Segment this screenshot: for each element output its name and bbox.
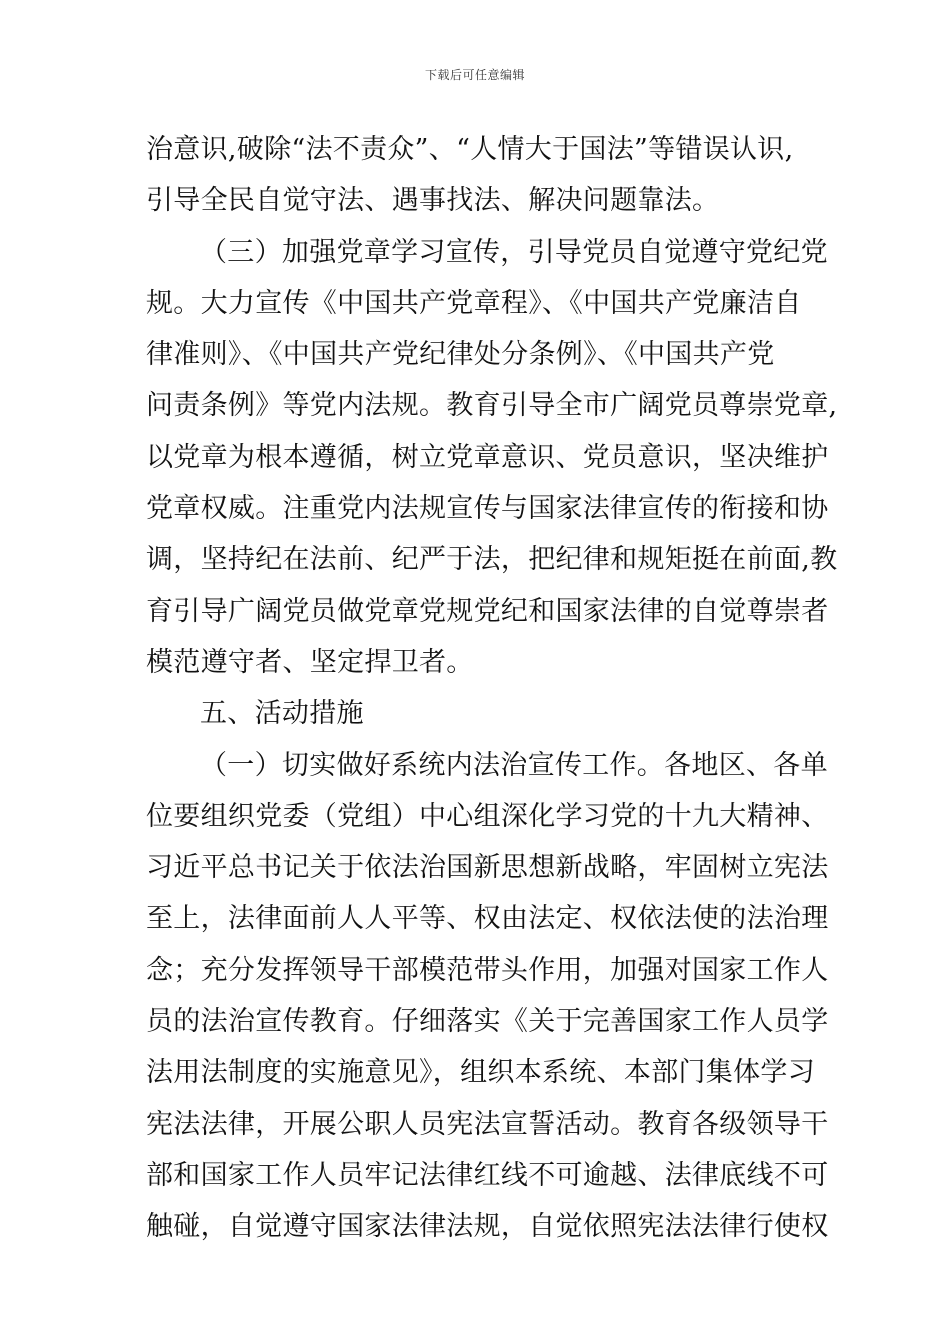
text-line: 触碰，自觉遵守国家法律法规，自觉依照宪法法律行使权 xyxy=(146,1211,829,1243)
page-header-note: 下载后可任意编辑 xyxy=(424,68,525,82)
paragraph-start-line: （一）切实做好系统内法治宣传工作。各地区、各单 xyxy=(200,749,828,781)
text-line: 至上，法律面前人人平等、权由法定、权依法使的法治理 xyxy=(146,903,829,935)
text-line: 习近平总书记关于依法治国新思想新战略，牢固树立宪法 xyxy=(146,852,829,884)
text-line: 规。大力宣传《中国共产党章程》、《中国共产党廉洁自 xyxy=(146,287,802,319)
text-line: 党章权威。注重党内法规宣传与国家法律宣传的衔接和协 xyxy=(146,493,829,525)
text-line: 律准则》、《中国共产党纪律处分条例》、《中国共产党 xyxy=(146,339,775,371)
text-line: 治意识,破除“法不责众”、“人情大于国法”等错误认识, xyxy=(146,134,794,165)
text-line: 调，坚持纪在法前、纪严于法，把纪律和规矩挺在前面,教 xyxy=(146,544,838,576)
paragraph-start-line: （三）加强党章学习宣传，引导党员自觉遵守党纪党 xyxy=(200,236,828,268)
document-body xyxy=(146,124,838,1253)
text-line: 问责条例》等党内法规。教育引导全市广阔党员尊崇党章, xyxy=(146,390,838,422)
section-heading: 五、活动措施 xyxy=(200,698,364,730)
text-line: 育引导广阔党员做党章党规党纪和国家法律的自觉尊崇者 xyxy=(146,595,829,627)
text-line: 念；充分发挥领导干部模范带头作用，加强对国家工作人 xyxy=(146,954,829,986)
text-line: 员的法治宣传教育。仔细落实《关于完善国家工作人员学 xyxy=(146,1006,829,1038)
text-line: 法用法制度的实施意见》，组织本系统、本部门集体学习 xyxy=(146,1057,815,1089)
text-line: 部和国家工作人员牢记法律红线不可逾越、法律底线不可 xyxy=(146,1159,829,1191)
text-line: 位要组织党委（党组）中心组深化学习党的十九大精神、 xyxy=(146,800,829,832)
text-line: 宪法法律，开展公职人员宪法宣誓活动。教育各级领导干 xyxy=(146,1108,829,1140)
text-line: 引导全民自觉守法、遇事找法、解决问题靠法。 xyxy=(146,185,720,217)
text-line: 以党章为根本遵循，树立党章意识、党员意识，坚决维护 xyxy=(146,441,829,473)
text-line: 模范遵守者、坚定捍卫者。 xyxy=(146,646,474,678)
